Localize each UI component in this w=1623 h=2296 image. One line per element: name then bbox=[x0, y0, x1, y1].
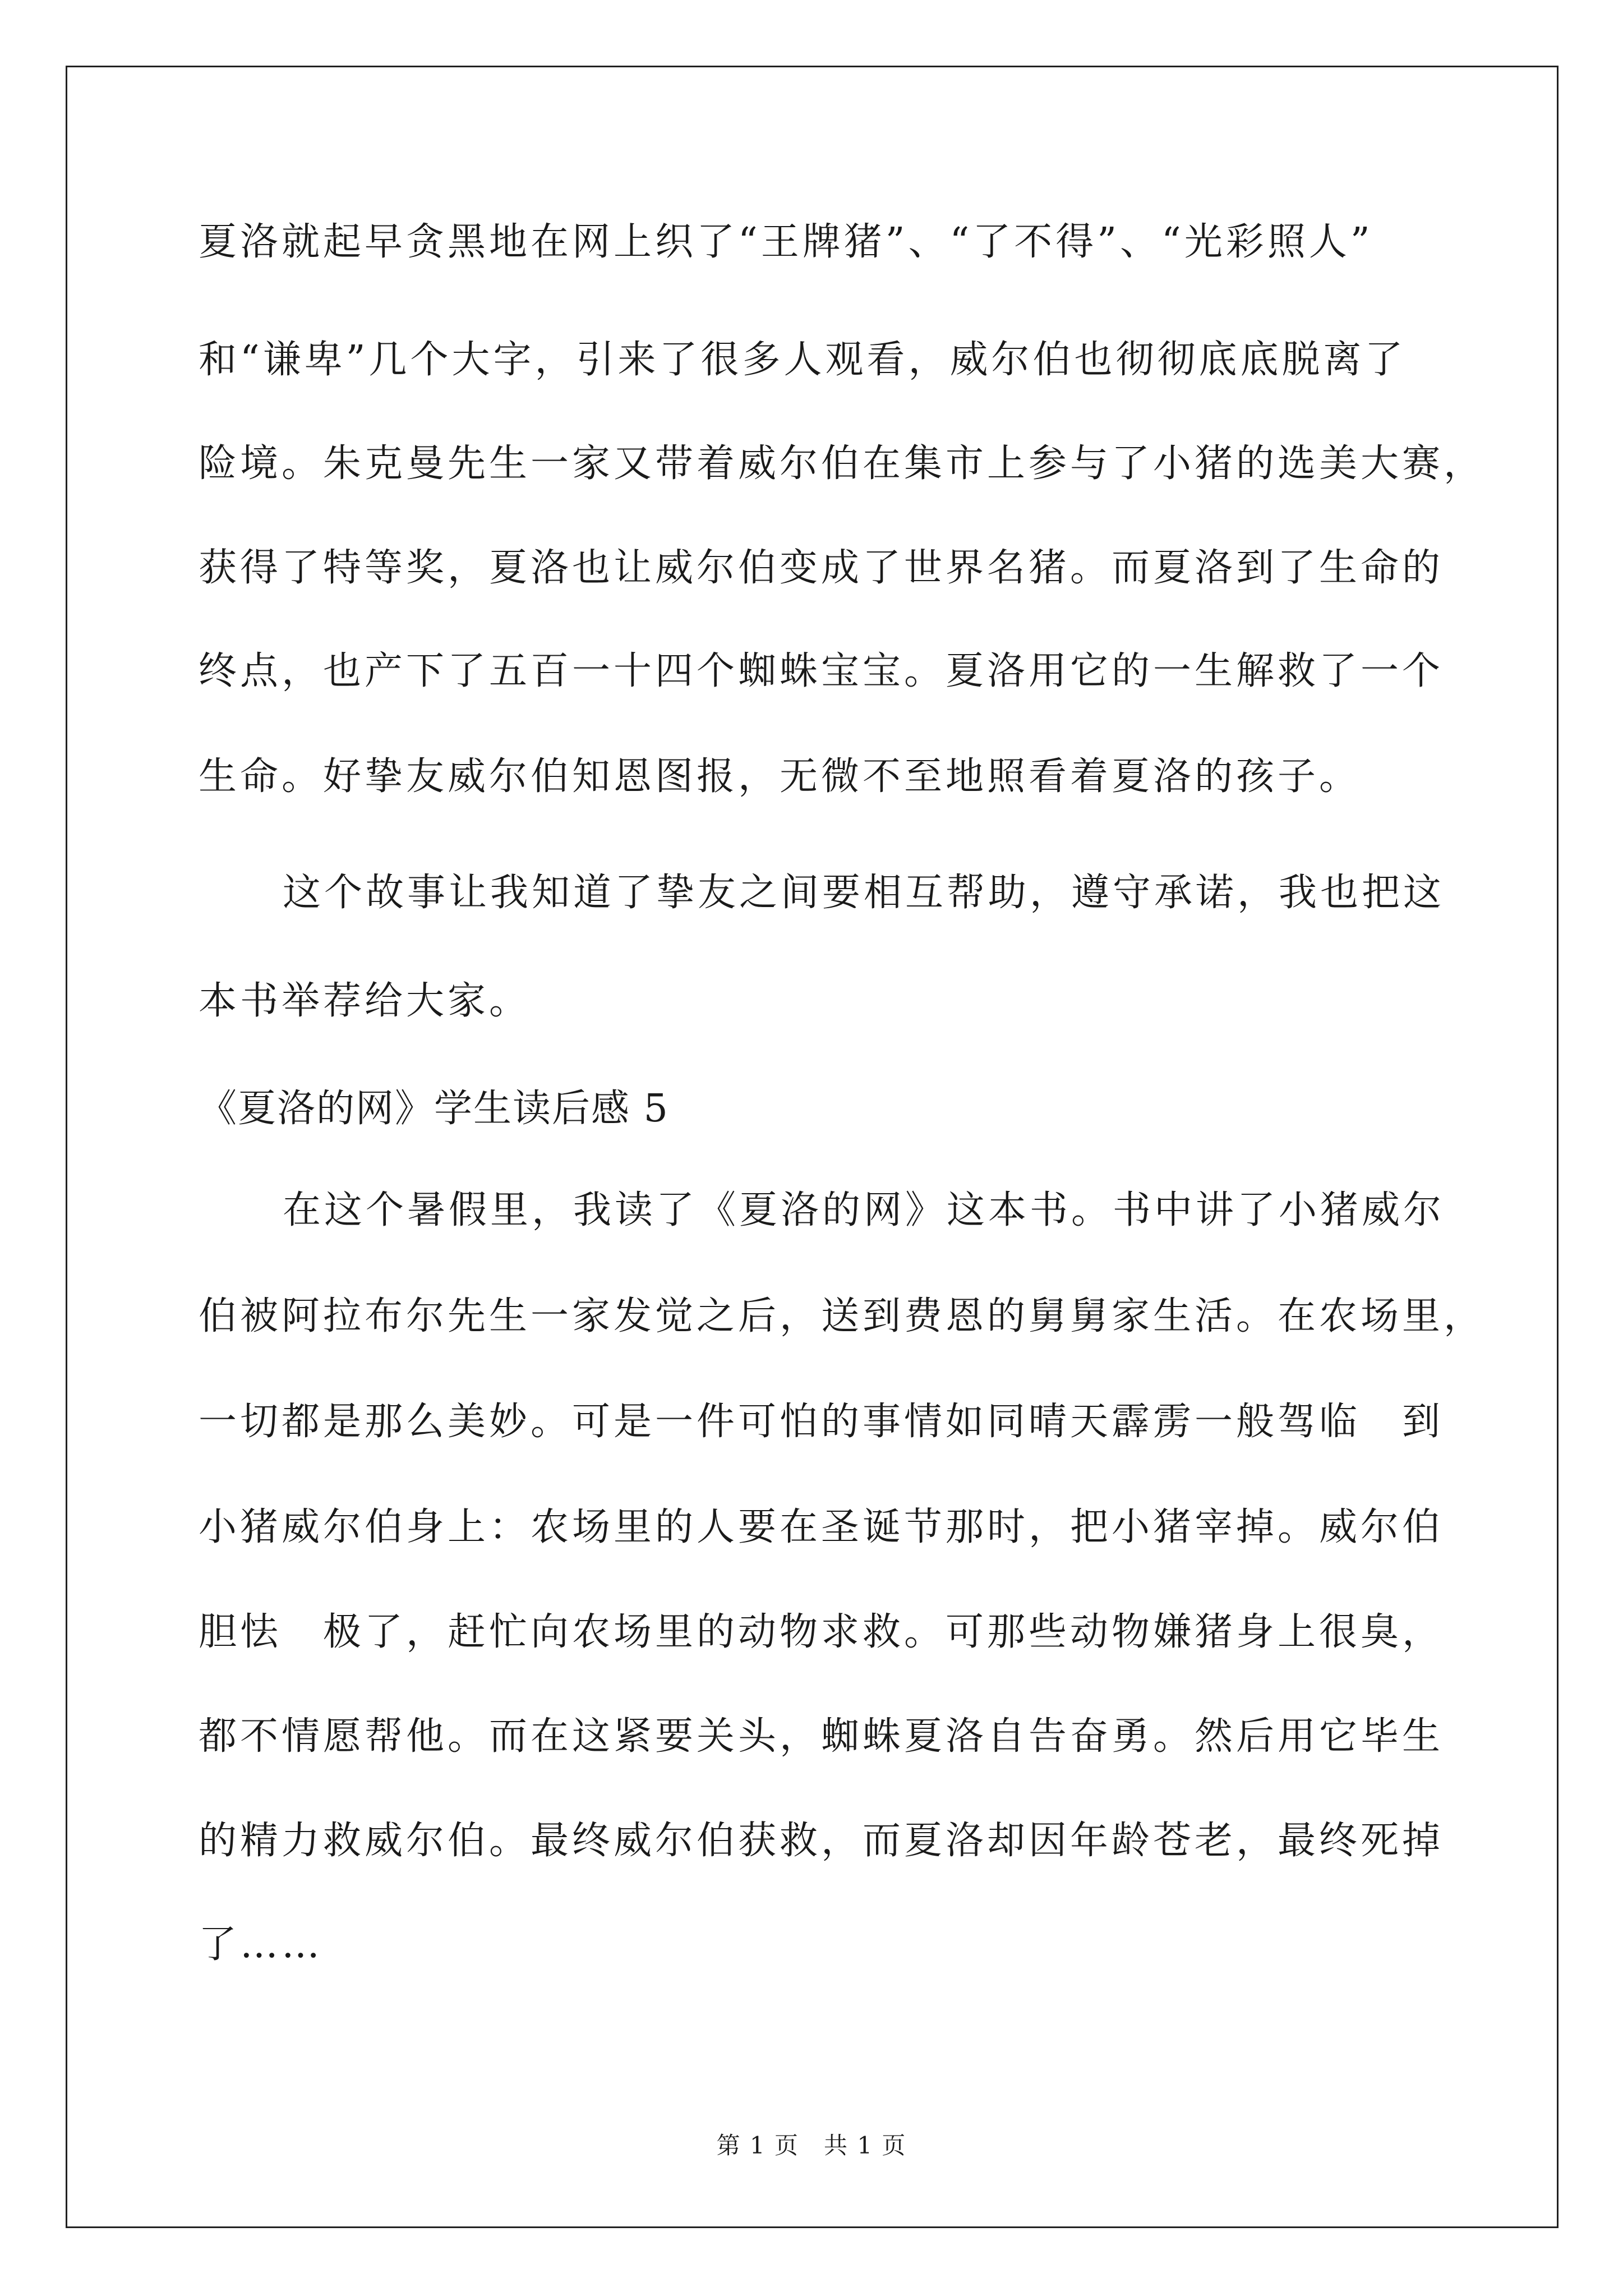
paragraph-line: 一切都是那么美妙。可是一件可怕的事情如同晴天霹雳一般驾临 到 bbox=[199, 1400, 1444, 1444]
paragraph-line: 和“谦卑”几个大字，引来了很多人观看，威尔伯也彻彻底底脱离了 bbox=[199, 338, 1407, 382]
page-border bbox=[66, 66, 1559, 2228]
paragraph-line: 险境。朱克曼先生一家又带着威尔伯在集市上参与了小猪的选美大赛， bbox=[199, 441, 1486, 486]
section-heading: 《夏洛的网》学生读后感 5 bbox=[199, 1087, 669, 1131]
paragraph-line: 的精力救威尔伯。最终威尔伯获救，而夏洛却因年龄苍老，最终死掉 bbox=[199, 1819, 1444, 1863]
paragraph-line: 获得了特等奖，夏洛也让威尔伯变成了世界名猪。而夏洛到了生命的 bbox=[199, 546, 1444, 590]
page-footer: 第 1 页 共 1 页 bbox=[716, 2132, 907, 2159]
paragraph-line: 都不情愿帮他。而在这紧要关头，蜘蛛夏洛自告奋勇。然后用它毕生 bbox=[199, 1714, 1444, 1759]
paragraph-line: 伯被阿拉布尔先生一家发觉之后，送到费恩的舅舅家生活。在农场里， bbox=[199, 1294, 1486, 1338]
paragraph-line: 小猪威尔伯身上：农场里的人要在圣诞节那时，把小猪宰掉。威尔伯 bbox=[199, 1505, 1444, 1549]
paragraph-line: 了…… bbox=[199, 1922, 324, 1967]
paragraph-line: 本书举荐给大家。 bbox=[199, 979, 531, 1023]
paragraph-line: 生命。好挚友威尔伯知恩图报，无微不至地照看着夏洛的孩子。 bbox=[199, 754, 1361, 799]
paragraph-line: 终点，也产下了五百一十四个蜘蛛宝宝。夏洛用它的一生解救了一个 bbox=[199, 649, 1444, 693]
paragraph-line: 夏洛就起早贪黑地在网上织了“王牌猪”、“了不得”、“光彩照人” bbox=[199, 220, 1373, 264]
paragraph-line: 在这个暑假里，我读了《夏洛的网》这本书。书中讲了小猪威尔 bbox=[283, 1188, 1445, 1232]
paragraph-line: 胆怯 极了，赶忙向农场里的动物求救。可那些动物嫌猪身上很臭， bbox=[199, 1610, 1444, 1654]
paragraph-line: 这个故事让我知道了挚友之间要相互帮助，遵守承诺，我也把这 bbox=[283, 871, 1445, 915]
